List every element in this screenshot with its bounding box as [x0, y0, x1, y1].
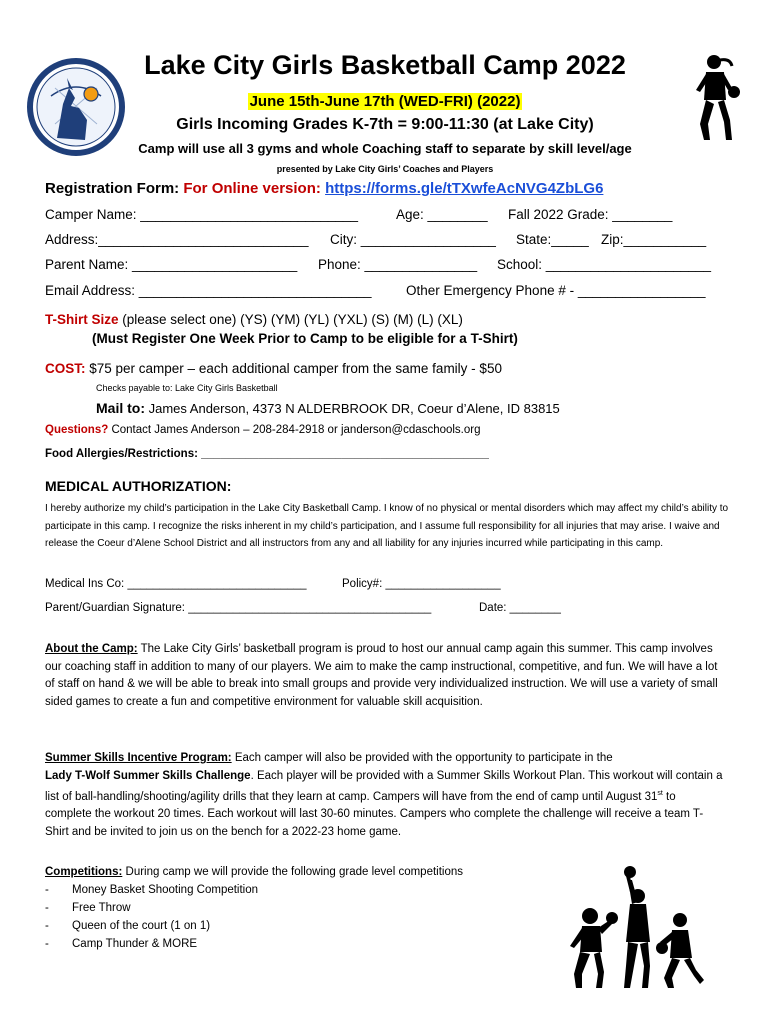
mail-to-line: Mail to: James Anderson, 4373 N ALDERBROOK DR, Coeur d’Alene, ID 83815 — [96, 400, 560, 416]
presented-by: presented by Lake City Girls’ Coaches and Players — [276, 164, 494, 174]
basketball-players-icon — [560, 862, 730, 992]
list-item: - Free Throw — [45, 902, 131, 914]
about-camp-paragraph: About the Camp: The Lake City Girls’ basketball program is proud to host our annual camp again this summer. This camp involves our coaching staff in addition to many of our players. We aim to make the camp instructional, competitive, and fun. We will have a lot of staff on hand & we will be able to break into small groups and provide very individualized instruction. We will use a variety of small sided games to create a fun and competitive environment for valuable skill acquisition. — [45, 643, 718, 708]
medical-text: I hereby authorize my child’s participation in the Lake City Basketball Camp. I know of no physical or mental disorders which may affect my child’s ability to participate in this camp. I recognize the risks inherent in my child’s participation, and I assume full responsibility for all injuries that may arise. I waive and release the Coeur d’Alene School District and all instructors from any and all liability for any injuries incurred while participating in this camp. — [45, 503, 729, 549]
registration-link[interactable]: https://forms.gle/tTXwfeAcNVG4ZbLG6 — [325, 180, 604, 197]
fall-grade-field[interactable]: Fall 2022 Grade: ________ — [508, 207, 673, 222]
checks-payable: Checks payable to: Lake City Girls Basketball — [96, 383, 278, 393]
zip-field[interactable]: Zip:___________ — [601, 232, 707, 247]
address-field[interactable]: Address:____________________________ — [45, 232, 309, 247]
medical-ins-field[interactable]: Medical Ins Co: ____________________________ — [45, 578, 307, 590]
tshirt-note: (Must Register One Week Prior to Camp to be eligible for a T-Shirt) — [92, 331, 518, 346]
competitions-section: Competitions: During camp we will provide the following grade level competitions - Money Basket Shooting Competition - Free Throw - Queen of the court (1 on 1) - Camp Thunder & MORE — [45, 863, 463, 953]
medical-heading: MEDICAL AUTHORIZATION: — [45, 478, 232, 494]
list-item: - Queen of the court (1 on 1) — [45, 920, 211, 932]
list-item: - Money Basket Shooting Competition — [45, 884, 259, 896]
summer-skills-paragraph: Summer Skills Incentive Program: Each camper will also be provided with the opportunity to participate in the Lady T-Wolf Summer Skills Challenge. Each player will be provided with a Summer Skills Workout Plan. This workout will contain a list of ball-handling/shooting/agility drills that they learn at camp. Campers will have from the end of camp until August 31st to complete the workout 20 times. Each workout will last 30-60 minutes. Campers who complete the challenge will receive a team T-Shirt and be invited to join us on the bench for a 2022-23 home game. — [45, 752, 723, 838]
school-field[interactable]: School: ______________________ — [497, 257, 711, 272]
camp-grades: Girls Incoming Grades K-7th = 9:00-11:30 (at Lake City) — [176, 116, 594, 133]
camp-dates: June 15th-June 17th (WED-FRI) (2022) — [249, 93, 521, 110]
registration-line: Registration Form: For Online version: https://forms.gle/tTXwfeAcNVG4ZbLG6 — [45, 180, 604, 197]
parent-name-field[interactable]: Parent Name: ______________________ — [45, 257, 298, 272]
signature-field[interactable]: Parent/Guardian Signature: ______________________________________ — [45, 602, 432, 614]
phone-field[interactable]: Phone: _______________ — [318, 257, 478, 272]
tshirt-size-line: T-Shirt Size (please select one) (YS) (YM) (YL) (YXL) (S) (M) (L) (XL) — [45, 312, 463, 327]
policy-field[interactable]: Policy#: __________________ — [342, 578, 501, 590]
state-field[interactable]: State:_____ — [516, 232, 589, 247]
camper-name-field[interactable]: Camper Name: _____________________________ — [45, 207, 359, 222]
questions-line: Questions? Contact James Anderson – 208-284-2918 or janderson@cdaschools.org — [45, 424, 481, 436]
cost-line: COST: $75 per camper – each additional camper from the same family - $50 — [45, 361, 502, 376]
emergency-phone-field[interactable]: Other Emergency Phone # - _________________ — [406, 283, 706, 298]
city-field[interactable]: City: __________________ — [330, 232, 496, 247]
date-field[interactable]: Date: ________ — [479, 602, 561, 614]
food-allergies-field[interactable]: Food Allergies/Restrictions: _____________________________________________ — [45, 448, 489, 460]
page-title: Lake City Girls Basketball Camp 2022 — [144, 50, 626, 80]
list-item: - Camp Thunder & MORE — [45, 938, 198, 950]
age-field[interactable]: Age: ________ — [396, 207, 488, 222]
email-field[interactable]: Email Address: _______________________________ — [45, 283, 372, 298]
camp-gyms: Camp will use all 3 gyms and whole Coaching staff to separate by skill level/age — [138, 141, 632, 156]
